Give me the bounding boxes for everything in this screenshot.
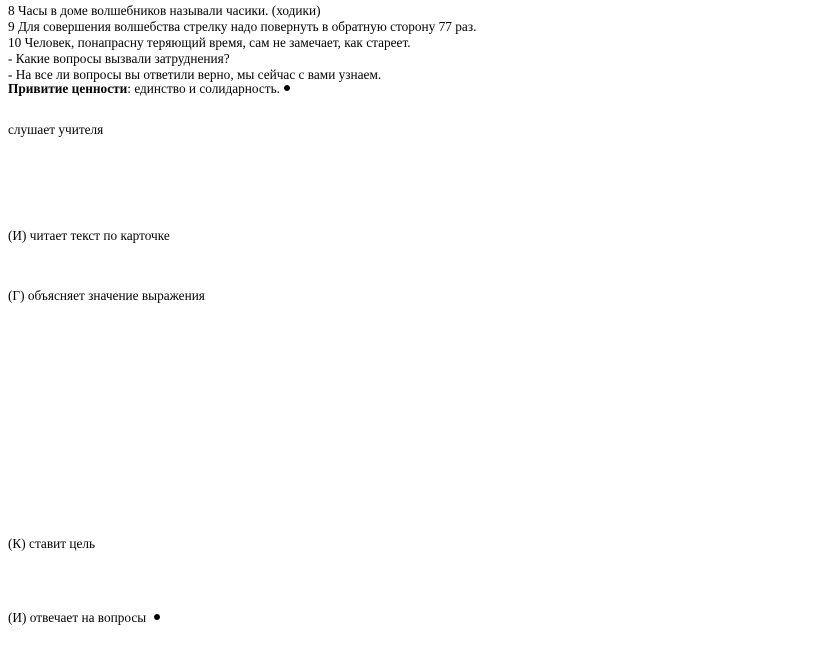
question-difficulties: - Какие вопросы вызвали затруднения?: [8, 51, 230, 66]
values-line: [8, 80, 290, 97]
note-answers-line: [8, 609, 160, 626]
note-answers-questions: (И) отвечает на вопросы: [8, 610, 147, 625]
line-8: 8 Часы в доме волшебников называли часики. (ходики): [8, 3, 321, 18]
line-10: 10 Человек, понапрасну теряющий время, сам не замечает, как стареет.: [8, 35, 411, 50]
values-text: : единство и солидарность.: [127, 81, 280, 96]
question-correct-answers: - На все ли вопросы вы ответили верно, мы сейчас с вами узнаем.: [8, 67, 382, 82]
note-reads-card: (И) читает текст по карточке: [8, 228, 170, 243]
line-9: 9 Для совершения волшебства стрелку надо повернуть в обратную сторону 77 раз.: [8, 19, 477, 34]
note-explains-expression: (Г) объясняет значение выражения: [8, 288, 205, 303]
bullet-icon: [154, 614, 160, 620]
note-sets-goal: (К) ставит цель: [8, 536, 96, 551]
values-label: Привитие ценности: [8, 81, 128, 96]
note-listens-teacher: слушает учителя: [8, 122, 104, 137]
bullet-icon: [284, 85, 290, 91]
